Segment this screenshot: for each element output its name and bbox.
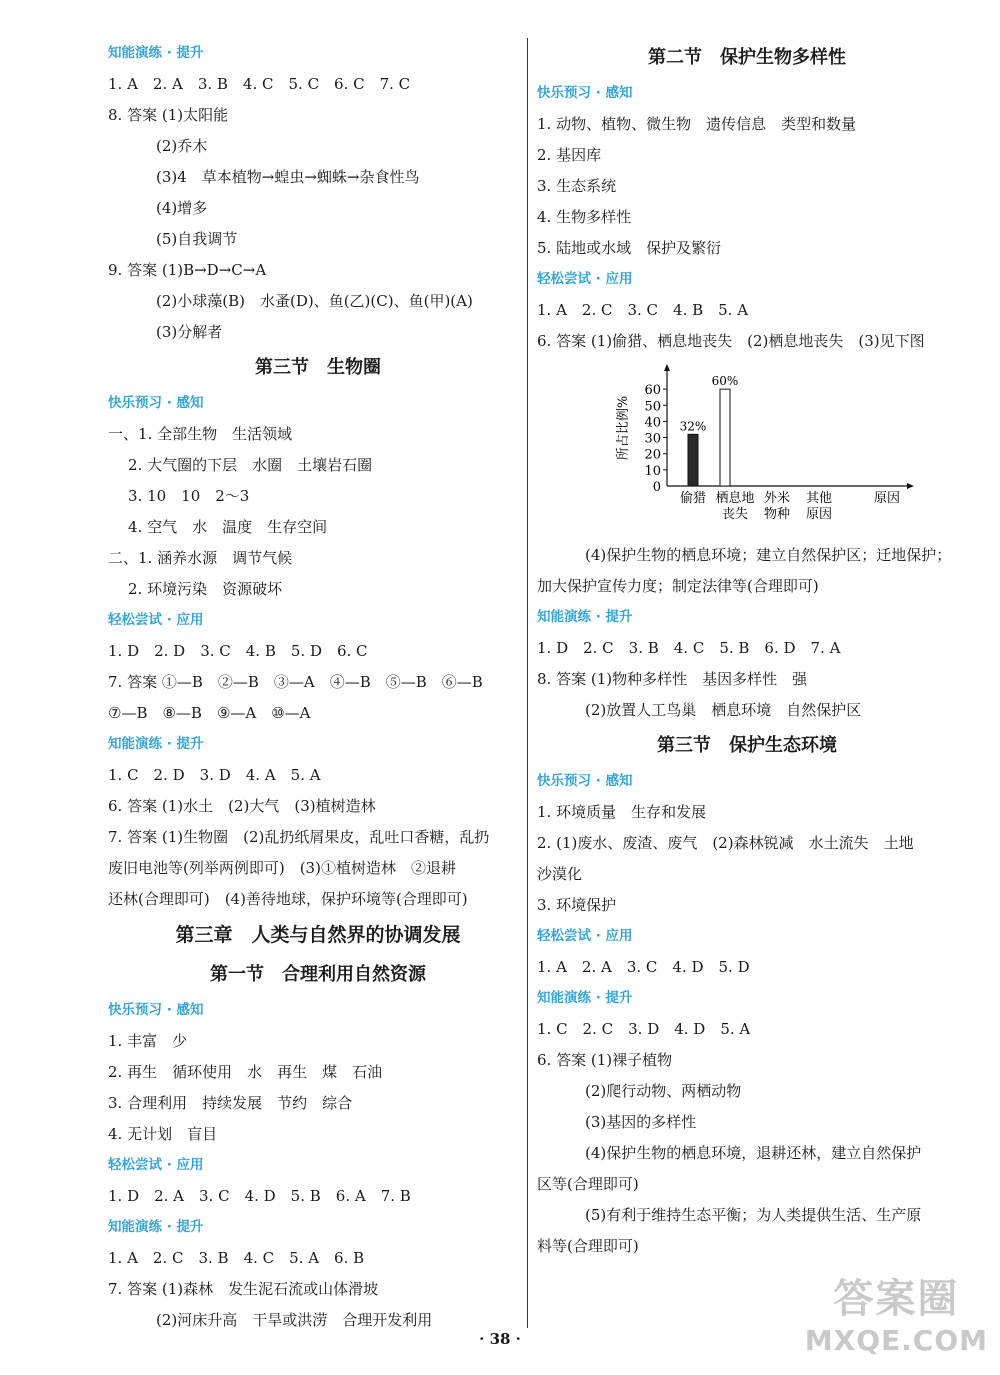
x-tick-label: 外米 [763, 491, 791, 506]
answer-line: 1. A 2. A 3. C 4. D 5. D [537, 958, 750, 976]
answer-line: 还林(合理即可) (4)善待地球，保护环境等(合理即可) [108, 890, 468, 908]
y-tick-label: 20 [644, 447, 661, 463]
section-label: 轻松尝试 · 应用 [108, 1157, 204, 1173]
answer-line: 3. 合理利用 持续发展 节约 综合 [108, 1094, 353, 1112]
section-label: 轻松尝试 · 应用 [108, 612, 204, 628]
x-tick-label: 丧失 [721, 507, 749, 522]
bar-chart-svg [607, 361, 927, 536]
answer-line: 3. 10 10 2～3 [128, 487, 250, 505]
answer-line: 7. 答案 (1)森林 发生泥石流或山体滑坡 [108, 1280, 379, 1298]
answer-line: (4)保护生物的栖息环境；建立自然保护区；迁地保护； [585, 546, 952, 564]
answer-line: (2)河床升高 干旱或洪涝 合理开发利用 [156, 1311, 433, 1329]
watermark-line1: 答案圈 [833, 1276, 960, 1322]
answer-line: (2)乔木 [156, 137, 208, 155]
section-heading: 第二节 保护生物多样性 [648, 47, 846, 68]
answer-line: 二、1. 涵养水源 调节气候 [108, 549, 293, 567]
section-label: 轻松尝试 · 应用 [537, 271, 633, 287]
answer-line: (3)4 草本植物→蝗虫→蜘蛛→杂食性鸟 [156, 168, 420, 186]
section-heading: 第一节 合理利用自然资源 [210, 964, 426, 985]
answer-line: 4. 生物多样性 [537, 208, 632, 226]
y-tick-label: 10 [644, 463, 661, 479]
y-tick-label: 60 [644, 383, 661, 399]
bar-chart [607, 361, 927, 536]
chapter-heading: 第三章 人类与自然界的协调发展 [175, 924, 461, 946]
answer-line: 1. 动物、植物、微生物 遗传信息 类型和数量 [537, 115, 857, 133]
answer-line: 6. 答案 (1)水土 (2)大气 (3)植树造林 [108, 797, 376, 815]
y-tick-label: 0 [652, 480, 661, 495]
answer-line: 3. 环境保护 [537, 896, 617, 914]
x-tick-label: 原因 [805, 507, 833, 522]
answer-line: 2. (1)废水、废渣、废气 (2)森林锐减 水土流失 土地 [537, 834, 914, 852]
answer-line: 一、1. 全部生物 生活领域 [108, 425, 293, 443]
answer-line: (3)分解者 [156, 323, 223, 341]
right-column [537, 38, 957, 1262]
watermark-line2: MXQE.COM [804, 1324, 988, 1357]
y-tick-label: 50 [644, 399, 661, 415]
answer-line: 1. 丰富 少 [108, 1032, 188, 1050]
section-label: 快乐预习 · 感知 [537, 85, 633, 101]
y-tick-label: 30 [644, 431, 661, 447]
page-number-text: 38 [489, 1330, 511, 1348]
answer-line: (5)有利于维持生态平衡；为人类提供生活、生产原 [585, 1206, 922, 1224]
answer-line: 沙漠化 [537, 865, 583, 883]
answer-line: 8. 答案 (1)太阳能 [108, 106, 229, 124]
answer-line: 4. 空气 水 温度 生存空间 [128, 518, 328, 536]
answer-line: 6. 答案 (1)偷猎、栖息地丧失 (2)栖息地丧失 (3)见下图 [537, 332, 925, 350]
section-label: 快乐预习 · 感知 [108, 1002, 204, 1018]
answer-line: (2)小球藻(B) 水蚤(D)、鱼(乙)(C)、鱼(甲)(A) [156, 292, 473, 310]
answer-line: 2. 环境污染 资源破坏 [128, 580, 283, 598]
answer-line: 废旧电池等(列举两例即可) (3)①植树造林 ②退耕 [108, 859, 456, 877]
bar [688, 434, 698, 486]
section-heading: 第三节 保护生态环境 [657, 735, 837, 756]
section-label: 快乐预习 · 感知 [537, 773, 633, 789]
answer-line: 1. A 2. C 3. C 4. B 5. A [537, 301, 749, 319]
answer-line: (2)爬行动物、两栖动物 [585, 1082, 742, 1100]
section-label: 知能演练 · 提升 [108, 1219, 204, 1235]
answer-line: 4. 无计划 盲目 [108, 1125, 218, 1143]
page-number: · 38 · [479, 1330, 521, 1348]
y-tick-label: 40 [644, 415, 661, 431]
answer-line: 1. D 2. C 3. B 4. C 5. B 6. D 7. A [537, 639, 841, 657]
answer-line: 加大保护宣传力度；制定法律等(合理即可) [537, 577, 819, 595]
section-label: 轻松尝试 · 应用 [537, 928, 633, 944]
section-label: 快乐预习 · 感知 [108, 395, 204, 411]
section-label: 知能演练 · 提升 [537, 990, 633, 1006]
answer-line: (3)基因的多样性 [585, 1113, 697, 1131]
answer-line: 2. 大气圈的下层 水圈 土壤岩石圈 [128, 456, 373, 474]
answer-line: 1. A 2. C 3. B 4. C 5. A 6. B [108, 1249, 365, 1267]
answer-line: (4)保护生物的栖息环境，退耕还林，建立自然保护 [585, 1144, 922, 1162]
section-label: 知能演练 · 提升 [108, 736, 204, 752]
answer-line: 区等(合理即可) [537, 1175, 639, 1193]
data-label: 32% [679, 419, 707, 434]
y-axis-arrow [664, 364, 670, 371]
answer-line: 7. 答案 (1)生物圈 (2)乱扔纸屑果皮，乱吐口香糖，乱扔 [108, 828, 490, 846]
answer-line: 9. 答案 (1)B→D→C→A [108, 261, 267, 279]
answer-line: 1. C 2. C 3. D 4. D 5. A [537, 1020, 751, 1038]
answer-line: 3. 生态系统 [537, 177, 617, 195]
x-tick-label: 物种 [763, 507, 791, 522]
section-label: 知能演练 · 提升 [108, 45, 204, 61]
left-column [108, 38, 528, 1336]
answer-line: ⑦—B ⑧—B ⑨—A ⑩—A [108, 704, 311, 722]
data-label: 60% [711, 374, 739, 389]
answer-line: 1. 环境质量 生存和发展 [537, 803, 707, 821]
answer-line: (4)增多 [156, 199, 208, 217]
section-label: 知能演练 · 提升 [537, 609, 633, 625]
answer-line: 2. 再生 循环使用 水 再生 煤 石油 [108, 1063, 383, 1081]
answer-line: 7. 答案 ①—B ②—B ③—A ④—B ⑤—B ⑥—B [108, 673, 483, 691]
answer-line: 6. 答案 (1)裸子植物 [537, 1051, 673, 1069]
answer-line: 1. D 2. A 3. C 4. D 5. B 6. A 7. B [108, 1187, 411, 1205]
answer-line: 5. 陆地或水域 保护及繁衍 [537, 239, 722, 257]
answer-line: (2)放置人工鸟巢 栖息环境 自然保护区 [585, 701, 862, 719]
answer-line: 1. D 2. D 3. C 4. B 5. D 6. C [108, 642, 368, 660]
answer-line: 料等(合理即可) [537, 1237, 639, 1255]
x-tick-label: 其他 [805, 491, 833, 506]
answer-line: 1. A 2. A 3. B 4. C 5. C 6. C 7. C [108, 75, 411, 93]
section-heading: 第三节 生物圈 [255, 357, 381, 378]
answer-line: 2. 基因库 [537, 146, 602, 164]
bar [720, 389, 730, 486]
y-axis-label: 所占比例% [616, 395, 631, 461]
x-axis-arrow [907, 483, 914, 489]
answer-line: (5)自我调节 [156, 230, 238, 248]
answer-line: 8. 答案 (1)物种多样性 基因多样性 强 [537, 670, 808, 688]
x-tick-label: 栖息地 [715, 491, 755, 506]
answer-line: 1. C 2. D 3. D 4. A 5. A [108, 766, 321, 784]
watermark-logo [805, 1267, 988, 1357]
x-axis-label: 原因 [873, 491, 901, 506]
x-tick-label: 偷猎 [679, 491, 707, 506]
